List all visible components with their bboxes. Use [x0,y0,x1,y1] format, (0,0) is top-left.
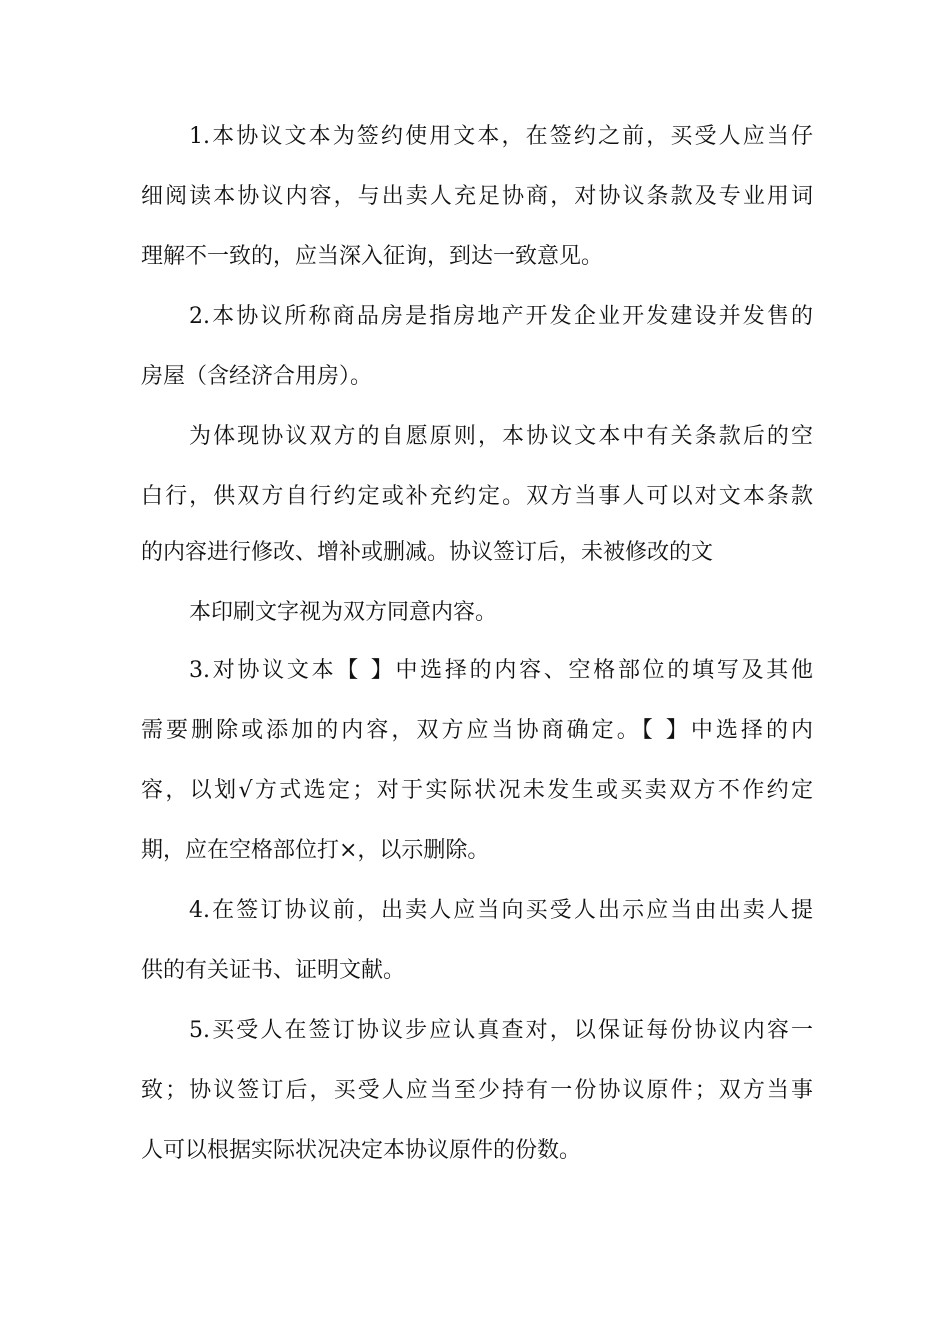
text-line-9: 本印刷文字视为双方同意内容。 [189,600,498,625]
text-line-14: 4.在签订协议前，出卖人应当向买受人出示应当由出卖人提 [189,898,813,923]
text-line-4: 2.本协议所称商品房是指房地产开发企业开发建设并发售的 [189,304,813,329]
text-line-1: 1.本协议文本为签约使用文本，在签约之前，买受人应当仔 [189,124,813,149]
text-line-18: 人可以根据实际状况决定本协议原件的份数。 [141,1138,582,1163]
text-line-16: 5.买受人在签订协议步应认真查对，以保证每份协议内容一 [189,1018,813,1043]
text-line-2: 细阅读本协议内容，与出卖人充足协商，对协议条款及专业用词 [141,184,813,209]
text-line-5: 房屋（含经济合用房）。 [141,364,373,389]
text-line-10: 3.对协议文本【 】中选择的内容、空格部位的填写及其他 [189,658,813,683]
text-line-17: 致；协议签订后，买受人应当至少持有一份协议原件；双方当事 [141,1078,813,1103]
text-line-15: 供的有关证书、证明文献。 [141,958,406,983]
text-line-13: 期，应在空格部位打×，以示删除。 [141,838,490,863]
text-line-12: 容，以划√方式选定；对于实际状况未发生或买卖双方不作约定 [141,778,813,803]
text-line-8: 的内容进行修改、增补或删减。协议签订后，未被修改的文 [141,540,714,565]
text-line-3: 理解不一致的，应当深入征询，到达一致意见。 [141,244,604,269]
text-line-11: 需要删除或添加的内容，双方应当协商确定。【 】中选择的内 [141,718,813,743]
text-line-6: 为体现协议双方的自愿原则，本协议文本中有关条款后的空 [189,424,813,449]
text-line-7: 白行，供双方自行约定或补充约定。双方当事人可以对文本条款 [141,484,813,509]
